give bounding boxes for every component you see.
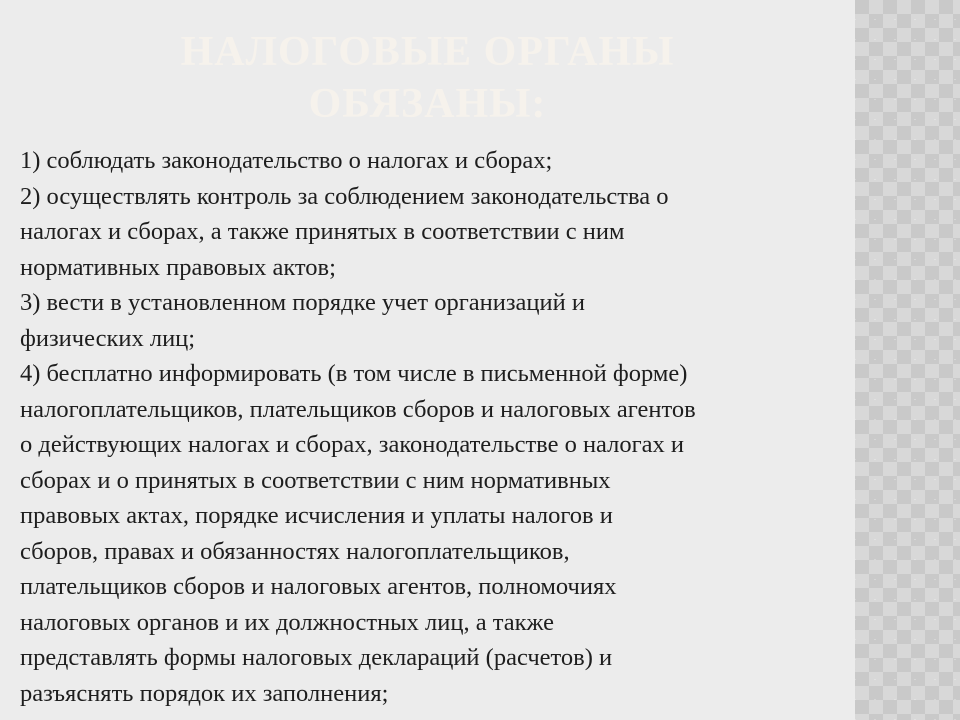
slide-title-line-1: НАЛОГОВЫЕ ОРГАНЫ xyxy=(180,29,675,75)
body-line: сборов, правах и обязанностях налогоплательщиков, xyxy=(20,537,570,565)
body-line: 2) осуществлять контроль за соблюдением законодательства о xyxy=(20,182,669,210)
body-line: разъяснять порядок их заполнения; xyxy=(20,679,389,707)
body-line: сборах и о принятых в соответствии с ним нормативных xyxy=(20,466,611,494)
decorative-pattern-panel xyxy=(855,0,960,720)
body-line: нормативных правовых актов; xyxy=(20,253,336,281)
body-line: налогах и сборах, а также принятых в соответствии с ним xyxy=(20,218,625,245)
body-line: плательщиков сборов и налоговых агентов, полномочиях xyxy=(20,573,617,600)
body-line: 1) соблюдать законодательство о налогах и сборах; xyxy=(20,147,553,174)
body-line: правовых актах, порядке исчисления и уплаты налогов и xyxy=(20,502,613,529)
body-line: физических лиц; xyxy=(20,324,196,352)
slide-title xyxy=(0,26,855,130)
slide-title-line-2: ОБЯЗАНЫ: xyxy=(308,81,547,127)
body-line: о действующих налогах и сборах, законодательстве о налогах и xyxy=(20,431,685,458)
body-line: налогоплательщиков, плательщиков сборов и налоговых агентов xyxy=(20,395,696,423)
body-line: 4) бесплатно информировать (в том числе в письменной форме) xyxy=(20,360,688,387)
slide-body-text xyxy=(20,143,850,711)
body-line: налоговых органов и их должностных лиц, а также xyxy=(20,608,554,636)
body-line: 3) вести в установленном порядке учет организаций и xyxy=(20,289,585,316)
body-line: представлять формы налоговых деклараций (расчетов) и xyxy=(20,644,613,671)
